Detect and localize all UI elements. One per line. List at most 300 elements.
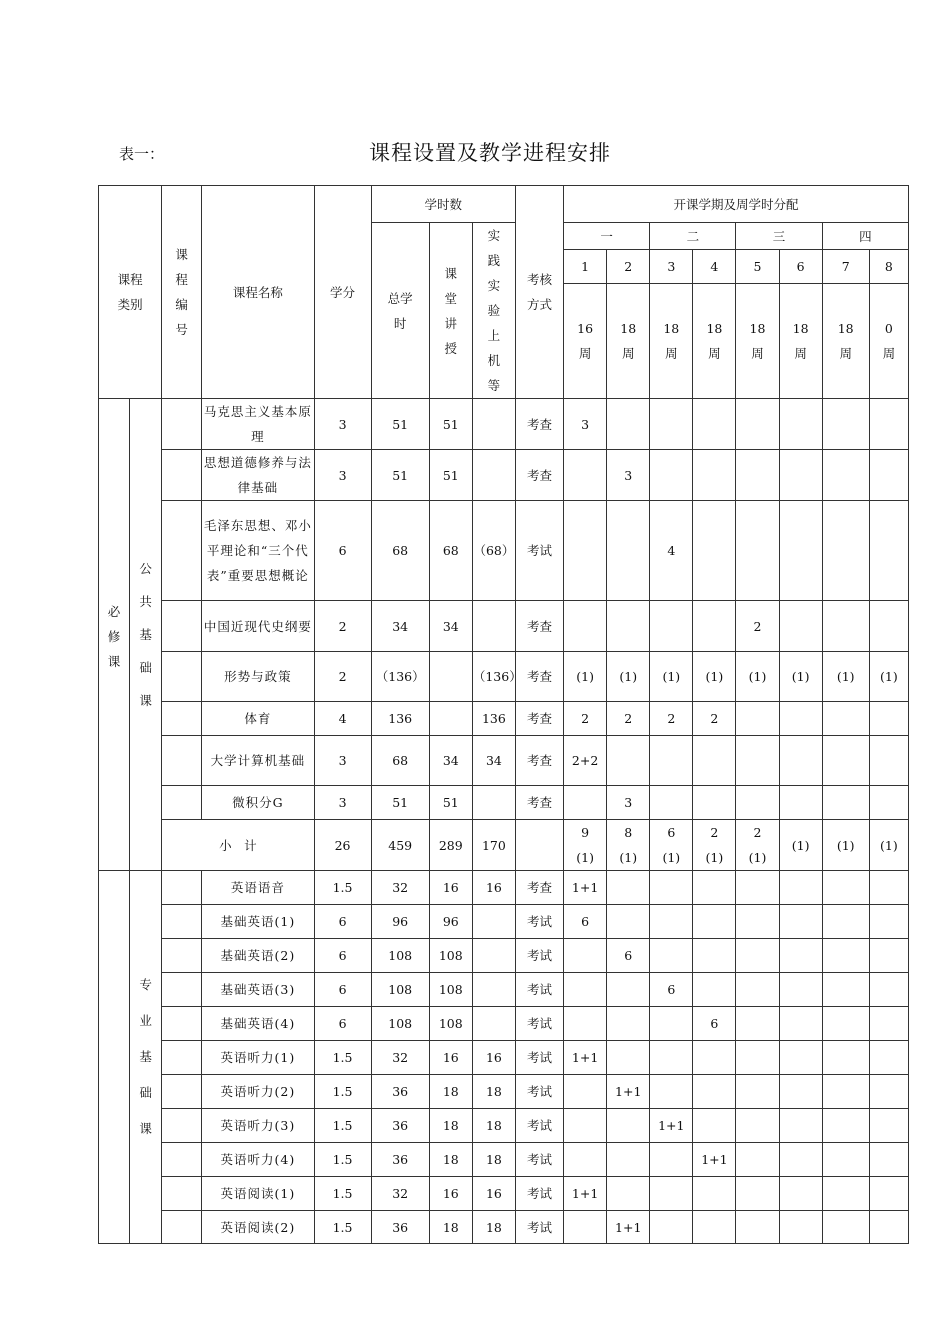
group-major-basic: 专 业 基 础 课 [130, 871, 162, 1244]
semester-hours [822, 905, 869, 939]
course-code [162, 450, 202, 501]
semester-hours [607, 1109, 650, 1143]
course-total-hours: 51 [371, 786, 429, 820]
semester-hours [736, 905, 779, 939]
semester-hours [869, 1143, 908, 1177]
course-name: 基础英语(4) [202, 1007, 314, 1041]
semester-hours [607, 601, 650, 652]
semester-hours: 4 [650, 501, 693, 601]
semester-hours [869, 1041, 908, 1075]
semester-hours [736, 786, 779, 820]
course-lecture-hours [429, 702, 472, 736]
course-practice-hours: （68） [472, 501, 515, 601]
semester-hours [779, 450, 822, 501]
semester-hours [564, 1109, 607, 1143]
course-name: 形势与政策 [202, 652, 314, 702]
course-total-hours: 108 [371, 1007, 429, 1041]
course-credit: 6 [314, 1007, 371, 1041]
course-credit: 3 [314, 786, 371, 820]
semester-hours [736, 871, 779, 905]
semester-hours [693, 1041, 736, 1075]
semester-hours [779, 786, 822, 820]
subtotal-semester-hours: 2 (1) [736, 820, 779, 871]
semester-hours [650, 450, 693, 501]
semester-hours [822, 1177, 869, 1211]
subtotal-label: 小 计 [162, 820, 314, 871]
semester-hours [650, 905, 693, 939]
semester-hours [650, 939, 693, 973]
header-category: 课程 类别 [99, 186, 162, 399]
course-credit: 1.5 [314, 1177, 371, 1211]
semester-hours: 1+1 [564, 1177, 607, 1211]
semester-hours: (1) [779, 652, 822, 702]
semester-hours [869, 1211, 908, 1244]
semester-hours [822, 1041, 869, 1075]
course-practice-hours: 136 [472, 702, 515, 736]
course-schedule-table [98, 185, 909, 1244]
semester-hours: 1+1 [607, 1211, 650, 1244]
semester-hours [822, 450, 869, 501]
semester-hours: 2 [736, 601, 779, 652]
subtotal-credit: 26 [314, 820, 371, 871]
course-practice-hours: 34 [472, 736, 515, 786]
header-semester: 4 [693, 250, 736, 284]
course-exam-type: 考查 [515, 450, 563, 501]
table-row [99, 871, 909, 905]
course-lecture-hours: 34 [429, 736, 472, 786]
header-semester: 8 [869, 250, 908, 284]
page-title: 课程设置及教学进程安排 [369, 141, 611, 165]
course-total-hours: 108 [371, 973, 429, 1007]
course-credit: 1.5 [314, 1211, 371, 1244]
header-year: 三 [736, 223, 822, 250]
semester-hours [779, 1041, 822, 1075]
semester-hours [607, 871, 650, 905]
course-exam-type: 考查 [515, 601, 563, 652]
course-lecture-hours: 108 [429, 939, 472, 973]
subtotal-semester-hours: 6 (1) [650, 820, 693, 871]
semester-hours [869, 786, 908, 820]
semester-hours [736, 702, 779, 736]
semester-hours: 2 [650, 702, 693, 736]
course-exam-type: 考试 [515, 1041, 563, 1075]
header-hours-group: 学时数 [371, 186, 515, 223]
header-weeks: 18 周 [736, 284, 779, 399]
course-lecture-hours: 51 [429, 786, 472, 820]
semester-hours [869, 1109, 908, 1143]
table-row [99, 1075, 909, 1109]
table-row [99, 1041, 909, 1075]
course-credit: 6 [314, 973, 371, 1007]
course-code [162, 736, 202, 786]
course-practice-hours [472, 939, 515, 973]
course-lecture-hours: 18 [429, 1143, 472, 1177]
header-exam: 考核 方式 [515, 186, 563, 399]
course-lecture-hours: 51 [429, 399, 472, 450]
course-total-hours: 36 [371, 1075, 429, 1109]
semester-hours [650, 871, 693, 905]
course-total-hours: 68 [371, 736, 429, 786]
semester-hours [607, 1041, 650, 1075]
course-credit: 3 [314, 736, 371, 786]
semester-hours [822, 1007, 869, 1041]
semester-hours [779, 1075, 822, 1109]
header-semester: 1 [564, 250, 607, 284]
semester-hours: 1+1 [693, 1143, 736, 1177]
course-exam-type: 考查 [515, 399, 563, 450]
course-total-hours: 136 [371, 702, 429, 736]
semester-hours [650, 399, 693, 450]
course-credit: 6 [314, 501, 371, 601]
course-code [162, 905, 202, 939]
semester-hours [693, 736, 736, 786]
header-semester: 7 [822, 250, 869, 284]
semester-hours [822, 736, 869, 786]
course-practice-hours [472, 973, 515, 1007]
course-name: 英语听力(3) [202, 1109, 314, 1143]
course-credit: 3 [314, 399, 371, 450]
semester-hours [736, 1211, 779, 1244]
semester-hours [693, 905, 736, 939]
course-name: 英语阅读(1) [202, 1177, 314, 1211]
course-exam-type: 考试 [515, 1075, 563, 1109]
subtotal-practice-hours: 170 [472, 820, 515, 871]
course-code [162, 939, 202, 973]
semester-hours: 2 [693, 702, 736, 736]
course-total-hours: 108 [371, 939, 429, 973]
semester-hours [779, 1177, 822, 1211]
semester-hours [650, 1177, 693, 1211]
course-name: 思想道德修养与法律基础 [202, 450, 314, 501]
header-weeks: 18 周 [822, 284, 869, 399]
course-total-hours: 68 [371, 501, 429, 601]
header-practice: 实 践 实 验 上 机 等 [472, 223, 515, 399]
course-total-hours: 51 [371, 450, 429, 501]
semester-hours [736, 450, 779, 501]
header-semester: 2 [607, 250, 650, 284]
semester-hours [564, 601, 607, 652]
course-lecture-hours: 18 [429, 1211, 472, 1244]
semester-hours [822, 973, 869, 1007]
course-code [162, 652, 202, 702]
semester-hours [869, 939, 908, 973]
course-code [162, 786, 202, 820]
course-lecture-hours: 16 [429, 871, 472, 905]
semester-hours [564, 786, 607, 820]
course-lecture-hours: 18 [429, 1109, 472, 1143]
header-weeks: 18 周 [779, 284, 822, 399]
course-lecture-hours: 34 [429, 601, 472, 652]
semester-hours: 6 [693, 1007, 736, 1041]
semester-hours: (1) [736, 652, 779, 702]
semester-hours [607, 1007, 650, 1041]
table-row [99, 939, 909, 973]
semester-hours [693, 973, 736, 1007]
semester-hours [822, 1075, 869, 1109]
semester-hours [650, 1075, 693, 1109]
course-practice-hours: 18 [472, 1075, 515, 1109]
header-semester: 3 [650, 250, 693, 284]
semester-hours [564, 1007, 607, 1041]
semester-hours [779, 702, 822, 736]
course-credit: 1.5 [314, 1075, 371, 1109]
semester-hours [736, 973, 779, 1007]
semester-hours [650, 1041, 693, 1075]
semester-hours [564, 939, 607, 973]
table-row [99, 786, 909, 820]
semester-hours [869, 905, 908, 939]
semester-hours [736, 1177, 779, 1211]
course-practice-hours: 18 [472, 1109, 515, 1143]
header-semester-group: 开课学期及周学时分配 [564, 186, 909, 223]
semester-hours [869, 1007, 908, 1041]
table-row [99, 1109, 909, 1143]
semester-hours: (1) [822, 652, 869, 702]
course-lecture-hours: 96 [429, 905, 472, 939]
course-total-hours: 36 [371, 1143, 429, 1177]
course-exam-type: 考试 [515, 1211, 563, 1244]
semester-hours [869, 501, 908, 601]
course-credit: 6 [314, 939, 371, 973]
table-row [99, 601, 909, 652]
group-required-continued [99, 871, 130, 1244]
semester-hours [822, 939, 869, 973]
semester-hours [869, 871, 908, 905]
semester-hours: 6 [564, 905, 607, 939]
course-code [162, 1007, 202, 1041]
course-credit: 1.5 [314, 1109, 371, 1143]
semester-hours: 2 [607, 702, 650, 736]
semester-hours [869, 399, 908, 450]
course-lecture-hours [429, 652, 472, 702]
course-credit: 4 [314, 702, 371, 736]
semester-hours [607, 973, 650, 1007]
header-name: 课程名称 [202, 186, 314, 399]
semester-hours [693, 1177, 736, 1211]
semester-hours [693, 501, 736, 601]
course-practice-hours [472, 601, 515, 652]
course-exam-type: 考试 [515, 501, 563, 601]
semester-hours [564, 1211, 607, 1244]
semester-hours: 3 [607, 786, 650, 820]
course-exam-type: 考试 [515, 1177, 563, 1211]
semester-hours [564, 973, 607, 1007]
course-name: 英语听力(2) [202, 1075, 314, 1109]
table-row [99, 973, 909, 1007]
semester-hours [779, 1007, 822, 1041]
course-total-hours: 51 [371, 399, 429, 450]
course-code [162, 1109, 202, 1143]
semester-hours [736, 1041, 779, 1075]
course-code [162, 1211, 202, 1244]
course-code [162, 871, 202, 905]
course-exam-type: 考查 [515, 702, 563, 736]
table-caption: 表一： [119, 145, 165, 163]
course-exam-type: 考查 [515, 786, 563, 820]
subtotal-semester-hours: 9 (1) [564, 820, 607, 871]
semester-hours [736, 736, 779, 786]
table-row [99, 702, 909, 736]
semester-hours [693, 786, 736, 820]
course-practice-hours: （136） [472, 652, 515, 702]
course-total-hours: 34 [371, 601, 429, 652]
table-row [99, 1143, 909, 1177]
course-name: 基础英语(1) [202, 905, 314, 939]
course-total-hours: 36 [371, 1211, 429, 1244]
course-practice-hours [472, 450, 515, 501]
semester-hours [822, 1109, 869, 1143]
subtotal-semester-hours: 2 (1) [693, 820, 736, 871]
course-name: 英语阅读(2) [202, 1211, 314, 1244]
course-name: 英语语音 [202, 871, 314, 905]
semester-hours [736, 399, 779, 450]
table-row [99, 501, 909, 601]
course-total-hours: 32 [371, 1177, 429, 1211]
subtotal-semester-hours: (1) [779, 820, 822, 871]
course-name: 中国近现代史纲要 [202, 601, 314, 652]
semester-hours: (1) [693, 652, 736, 702]
semester-hours [822, 1211, 869, 1244]
course-name: 大学计算机基础 [202, 736, 314, 786]
course-name: 基础英语(3) [202, 973, 314, 1007]
semester-hours: 2+2 [564, 736, 607, 786]
course-name: 体育 [202, 702, 314, 736]
semester-hours [693, 1075, 736, 1109]
table-row [99, 652, 909, 702]
header-weeks: 18 周 [693, 284, 736, 399]
semester-hours [736, 939, 779, 973]
course-lecture-hours: 16 [429, 1041, 472, 1075]
semester-hours: 1+1 [650, 1109, 693, 1143]
semester-hours [650, 736, 693, 786]
header-year: 二 [650, 223, 736, 250]
course-name: 微积分G [202, 786, 314, 820]
semester-hours: 1+1 [564, 1041, 607, 1075]
semester-hours [779, 1211, 822, 1244]
course-practice-hours [472, 905, 515, 939]
table-row [99, 399, 909, 450]
semester-hours: 1+1 [607, 1075, 650, 1109]
semester-hours [779, 905, 822, 939]
semester-hours [779, 939, 822, 973]
semester-hours [693, 601, 736, 652]
semester-hours [736, 1143, 779, 1177]
table-row [99, 1211, 909, 1244]
course-code [162, 1143, 202, 1177]
course-code [162, 399, 202, 450]
course-lecture-hours: 108 [429, 1007, 472, 1041]
semester-hours [607, 736, 650, 786]
semester-hours [607, 1143, 650, 1177]
header-semester: 5 [736, 250, 779, 284]
semester-hours [736, 501, 779, 601]
header-year: 一 [564, 223, 650, 250]
course-exam-type: 考试 [515, 1143, 563, 1177]
course-lecture-hours: 18 [429, 1075, 472, 1109]
subtotal-lecture-hours: 289 [429, 820, 472, 871]
table-row [99, 905, 909, 939]
semester-hours [564, 501, 607, 601]
semester-hours [869, 1075, 908, 1109]
header-weeks: 18 周 [607, 284, 650, 399]
semester-hours [822, 501, 869, 601]
course-code [162, 1177, 202, 1211]
semester-hours [779, 871, 822, 905]
course-lecture-hours: 68 [429, 501, 472, 601]
semester-hours [650, 1007, 693, 1041]
course-credit: 1.5 [314, 1143, 371, 1177]
header-weeks: 18 周 [650, 284, 693, 399]
semester-hours [869, 601, 908, 652]
course-exam-type: 考试 [515, 973, 563, 1007]
semester-hours [779, 1143, 822, 1177]
course-total-hours: 96 [371, 905, 429, 939]
course-credit: 2 [314, 652, 371, 702]
course-practice-hours [472, 399, 515, 450]
header-year: 四 [822, 223, 908, 250]
course-exam-type: 考试 [515, 1109, 563, 1143]
semester-hours [869, 702, 908, 736]
subtotal-total-hours: 459 [371, 820, 429, 871]
semester-hours [822, 601, 869, 652]
course-practice-hours [472, 1007, 515, 1041]
subtotal-semester-hours: 8 (1) [607, 820, 650, 871]
course-code [162, 501, 202, 601]
semester-hours [822, 702, 869, 736]
course-name: 毛泽东思想、邓小平理论和“三个代表”重要思想概论 [202, 501, 314, 601]
course-practice-hours [472, 786, 515, 820]
course-total-hours: 36 [371, 1109, 429, 1143]
semester-hours [822, 399, 869, 450]
semester-hours: (1) [869, 652, 908, 702]
course-name: 基础英语(2) [202, 939, 314, 973]
semester-hours [607, 399, 650, 450]
semester-hours [779, 399, 822, 450]
course-practice-hours: 18 [472, 1211, 515, 1244]
course-code [162, 1041, 202, 1075]
header-semester: 6 [779, 250, 822, 284]
semester-hours [693, 1211, 736, 1244]
semester-hours: (1) [607, 652, 650, 702]
header-lecture: 课 堂 讲 授 [429, 223, 472, 399]
semester-hours [736, 1109, 779, 1143]
course-exam-type: 考试 [515, 905, 563, 939]
group-public-basic: 公 共 基 础 课 [130, 399, 162, 871]
semester-hours [607, 1177, 650, 1211]
subtotal-exam [515, 820, 563, 871]
semester-hours: 6 [650, 973, 693, 1007]
course-lecture-hours: 51 [429, 450, 472, 501]
table-row [99, 450, 909, 501]
semester-hours [822, 786, 869, 820]
semester-hours: (1) [564, 652, 607, 702]
semester-hours: 3 [607, 450, 650, 501]
course-credit: 1.5 [314, 871, 371, 905]
semester-hours [822, 1143, 869, 1177]
semester-hours [650, 1143, 693, 1177]
header-credit: 学分 [314, 186, 371, 399]
course-exam-type: 考查 [515, 871, 563, 905]
course-total-hours: 32 [371, 1041, 429, 1075]
course-credit: 3 [314, 450, 371, 501]
table-row [99, 1007, 909, 1041]
course-practice-hours: 16 [472, 1041, 515, 1075]
course-practice-hours: 16 [472, 871, 515, 905]
course-practice-hours: 18 [472, 1143, 515, 1177]
course-code [162, 601, 202, 652]
course-exam-type: 考查 [515, 736, 563, 786]
semester-hours [779, 1109, 822, 1143]
